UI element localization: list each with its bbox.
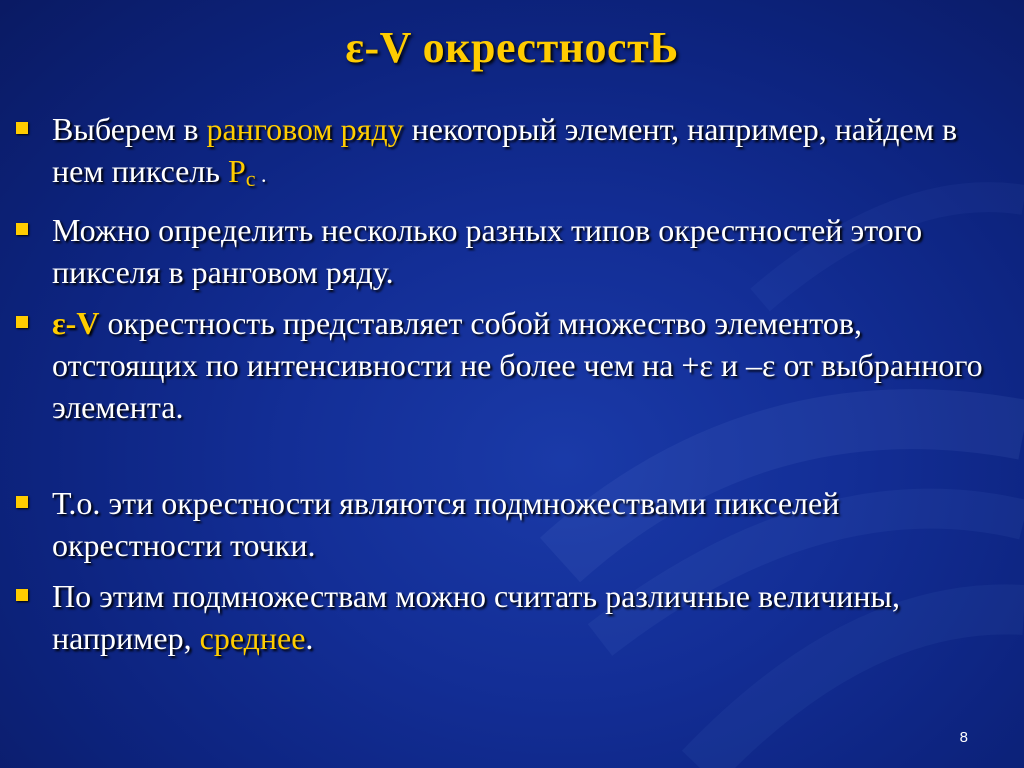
bullet-1-text-before: Выберем в xyxy=(52,111,207,147)
bullet-5-text-before: По этим подмножествам можно считать различные величины, например, xyxy=(52,578,900,656)
slide-title: ε-V окрестностЬ xyxy=(345,23,679,72)
bullet-5-text-after: . xyxy=(305,620,314,656)
bullet-item-1 xyxy=(16,108,1006,200)
square-bullet-icon xyxy=(16,316,28,328)
bullet-3-text: окрестность представляет собой множество элементов, отстоящих по интенсивности не более чем на +ε и –ε от выбранного элемента. xyxy=(52,305,983,425)
bullet-5-highlight: среднее xyxy=(199,620,306,656)
square-bullet-icon xyxy=(16,496,28,508)
bullet-item-5 xyxy=(16,575,1006,659)
bullet-item-2 xyxy=(16,209,1006,293)
bullet-4-text: Т.о. эти окрестности являются подмножествами пикселей окрестности точки. xyxy=(52,485,840,563)
bullet-3-lead: ε-V xyxy=(52,305,100,341)
square-bullet-icon xyxy=(16,223,28,235)
pixel-suffix: . xyxy=(255,162,267,187)
bullet-2-text: Можно определить несколько разных типов окрестностей этого пикселя в ранговом ряду. xyxy=(52,212,923,290)
bullet-1-highlight: ранговом ряду xyxy=(206,111,404,147)
square-bullet-icon xyxy=(16,589,28,601)
bullet-item-3 xyxy=(16,302,1006,428)
pixel-symbol: P xyxy=(227,153,246,189)
pixel-subscript: c xyxy=(245,166,256,191)
square-bullet-icon xyxy=(16,122,28,134)
bullet-list xyxy=(16,108,1006,668)
page-number: 8 xyxy=(959,729,968,746)
bullet-1-text-after: некоторый элемент, например, найдем в нем пиксель xyxy=(52,111,958,189)
bullet-item-4 xyxy=(16,482,1006,566)
